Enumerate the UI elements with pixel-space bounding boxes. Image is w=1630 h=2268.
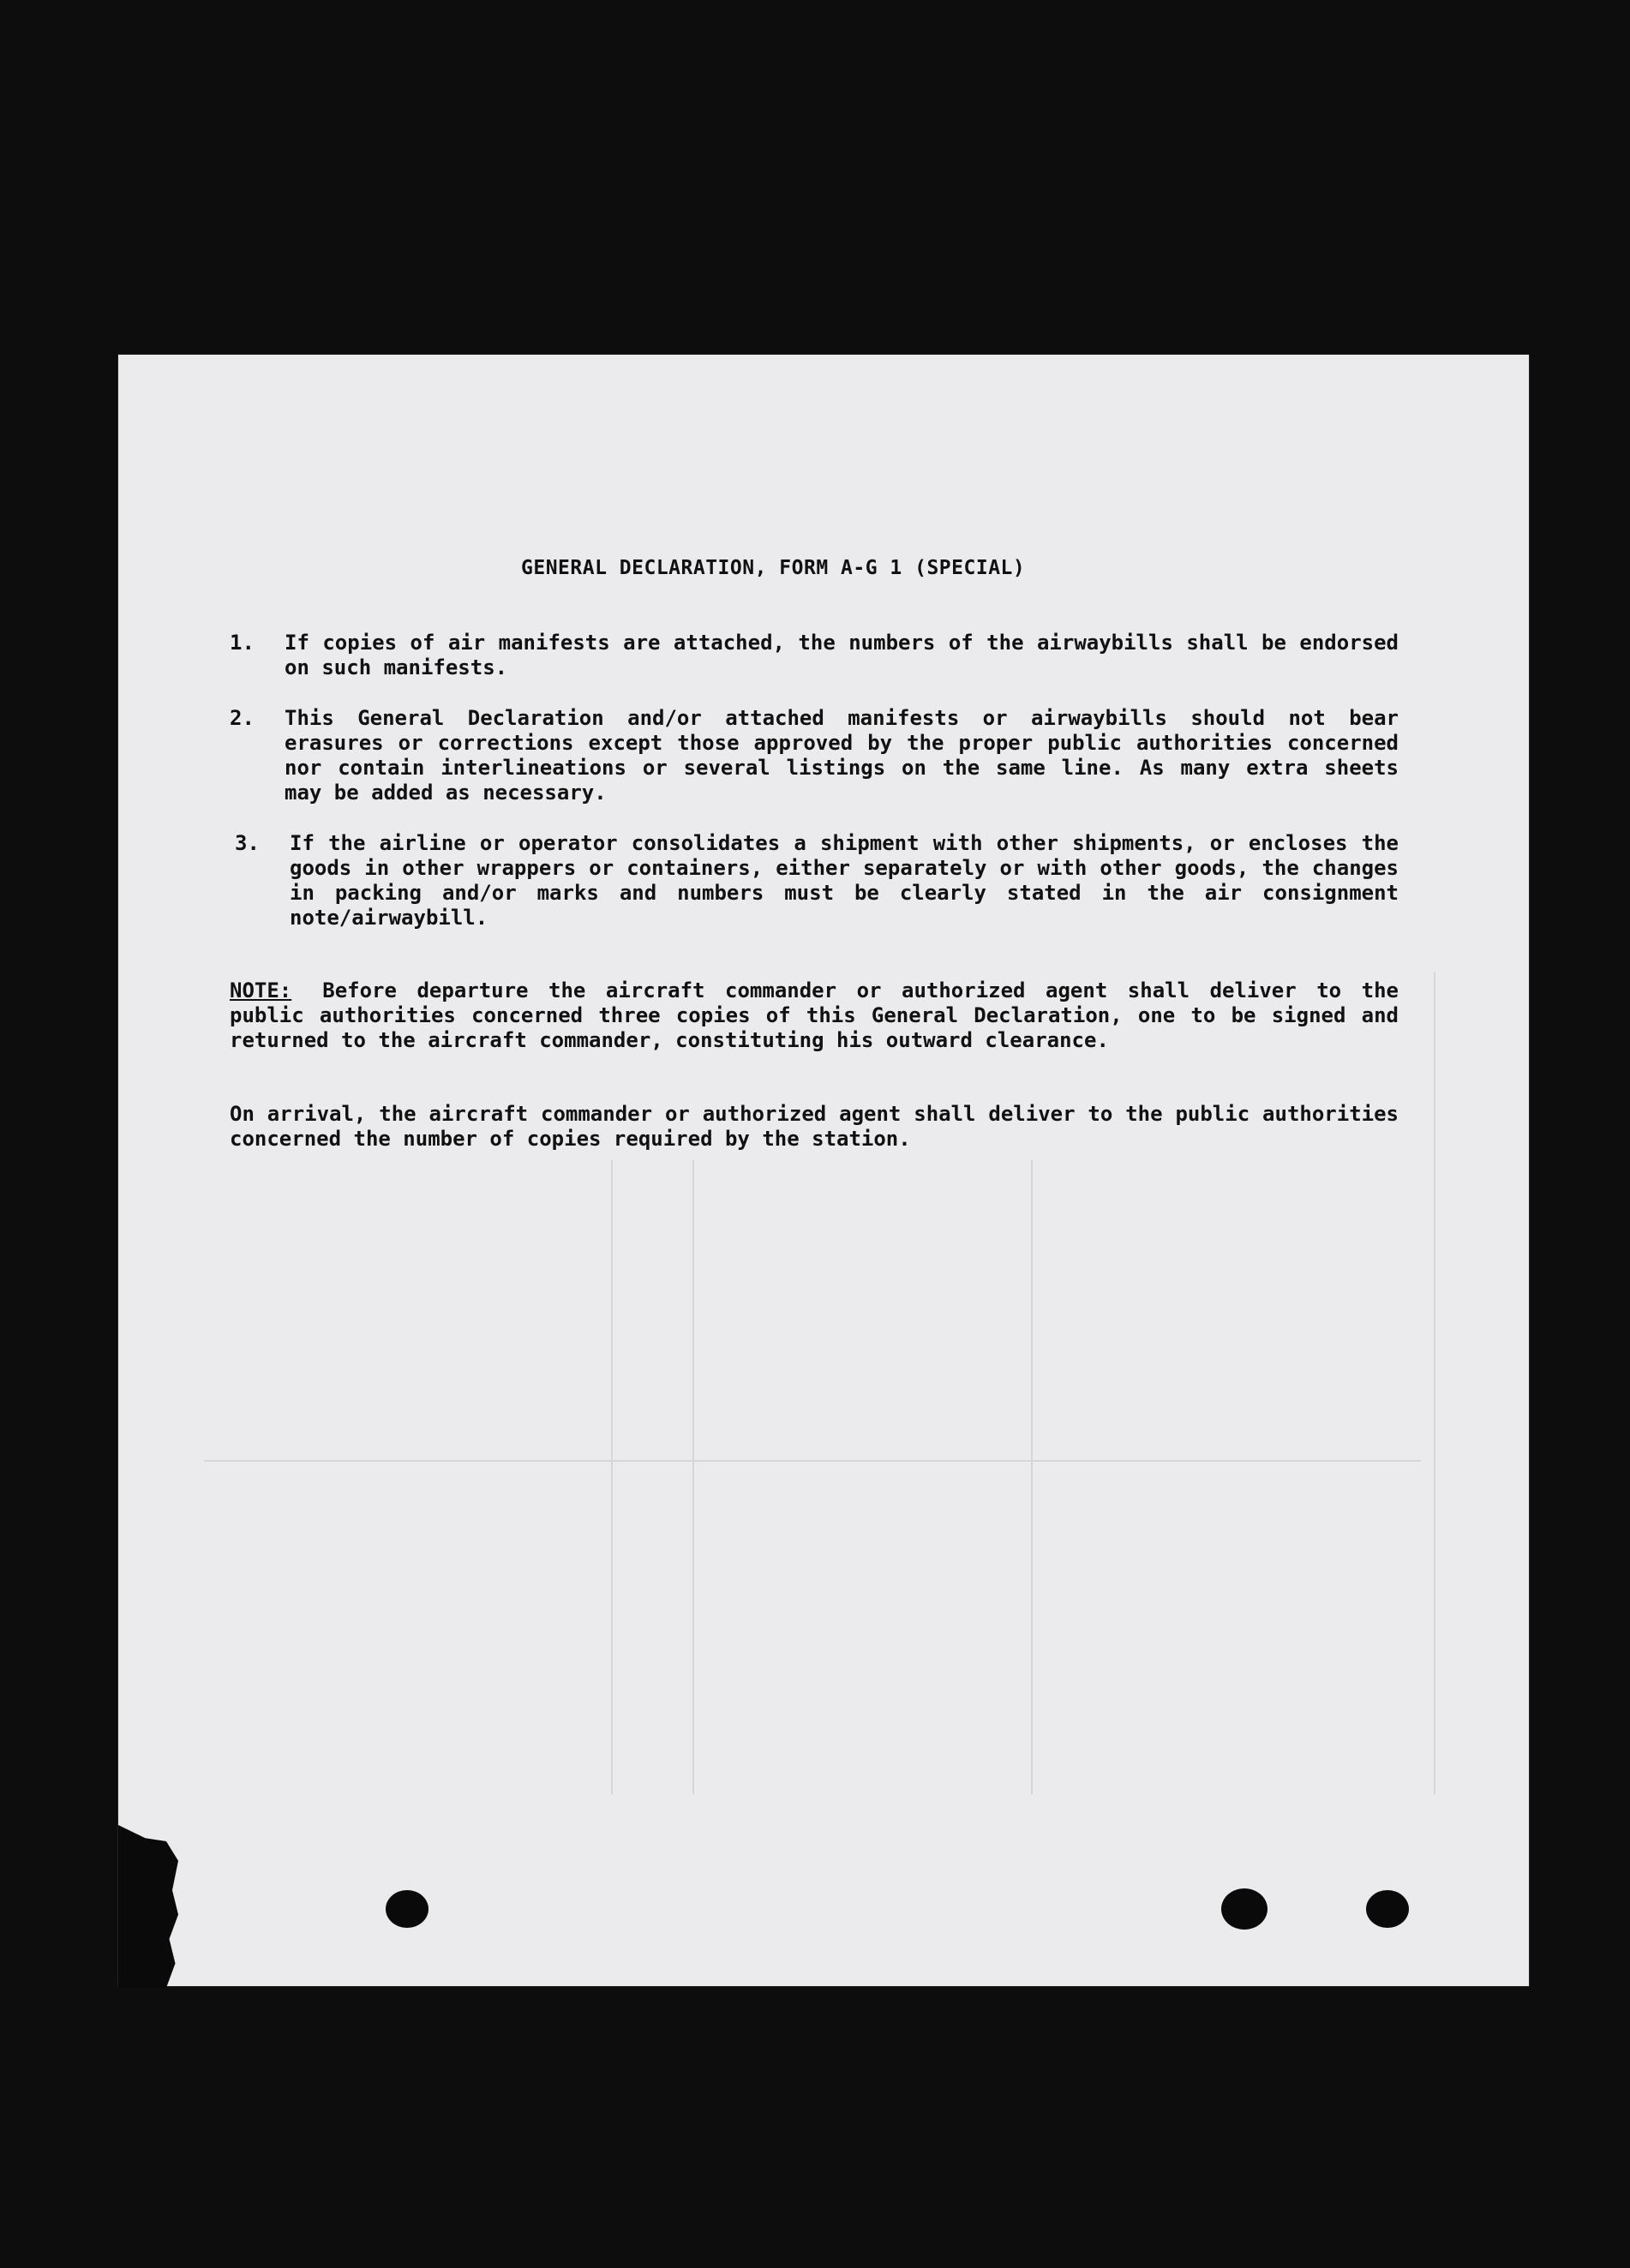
- list-item-number: 3.: [235, 831, 260, 855]
- list-item-number: 2.: [230, 706, 255, 730]
- list-item-number: 1.: [230, 631, 255, 655]
- list-item: [230, 706, 1515, 809]
- note-paragraph: [230, 978, 1399, 1053]
- bleed-through-line: [1031, 1160, 1033, 1794]
- list-item: [230, 631, 1515, 682]
- list-item: [230, 831, 1515, 934]
- bleed-through-line: [611, 1160, 613, 1794]
- arrival-paragraph: On arrival, the aircraft commander or authorized agent shall deliver to the public authorities concerned the number of copies required by the station.: [230, 1102, 1399, 1151]
- list-item-text: If the airline or operator consolidates a shipment with other shipments, or encloses the goods in other wrappers or containers, either separately or with other goods, the changes in packing and/or marks and numbers must be clearly stated in the air consignment note/airwaybill.: [290, 831, 1399, 930]
- punch-hole: [1221, 1888, 1267, 1930]
- bleed-through-line: [692, 1160, 694, 1794]
- torn-corner: [118, 1825, 178, 1988]
- page-title: GENERAL DECLARATION, FORM A-G 1 (SPECIAL): [521, 557, 1026, 579]
- list-item-text: This General Declaration and/or attached manifests or airwaybills should not bear erasures or corrections except those approved by the proper public authorities concerned nor contain interlineations or several listings on the same line. As many extra sheets may be added as necessary.: [285, 706, 1399, 805]
- bleed-through-line: [204, 1460, 1421, 1462]
- bleed-through-line: [1434, 972, 1435, 1794]
- note-label: NOTE:: [230, 978, 292, 1002]
- note-text: Before departure the aircraft commander or authorized agent shall deliver to the public authorities concerned three copies of this General Declaration, one to be signed and returned to the aircraft commander, constituting his outward clearance.: [230, 978, 1399, 1052]
- punch-hole: [1366, 1890, 1409, 1928]
- list-item-text: If copies of air manifests are attached, the numbers of the airwaybills shall be endorsed on such manifests.: [285, 631, 1399, 679]
- punch-hole: [386, 1890, 428, 1928]
- document-page: [118, 355, 1529, 1986]
